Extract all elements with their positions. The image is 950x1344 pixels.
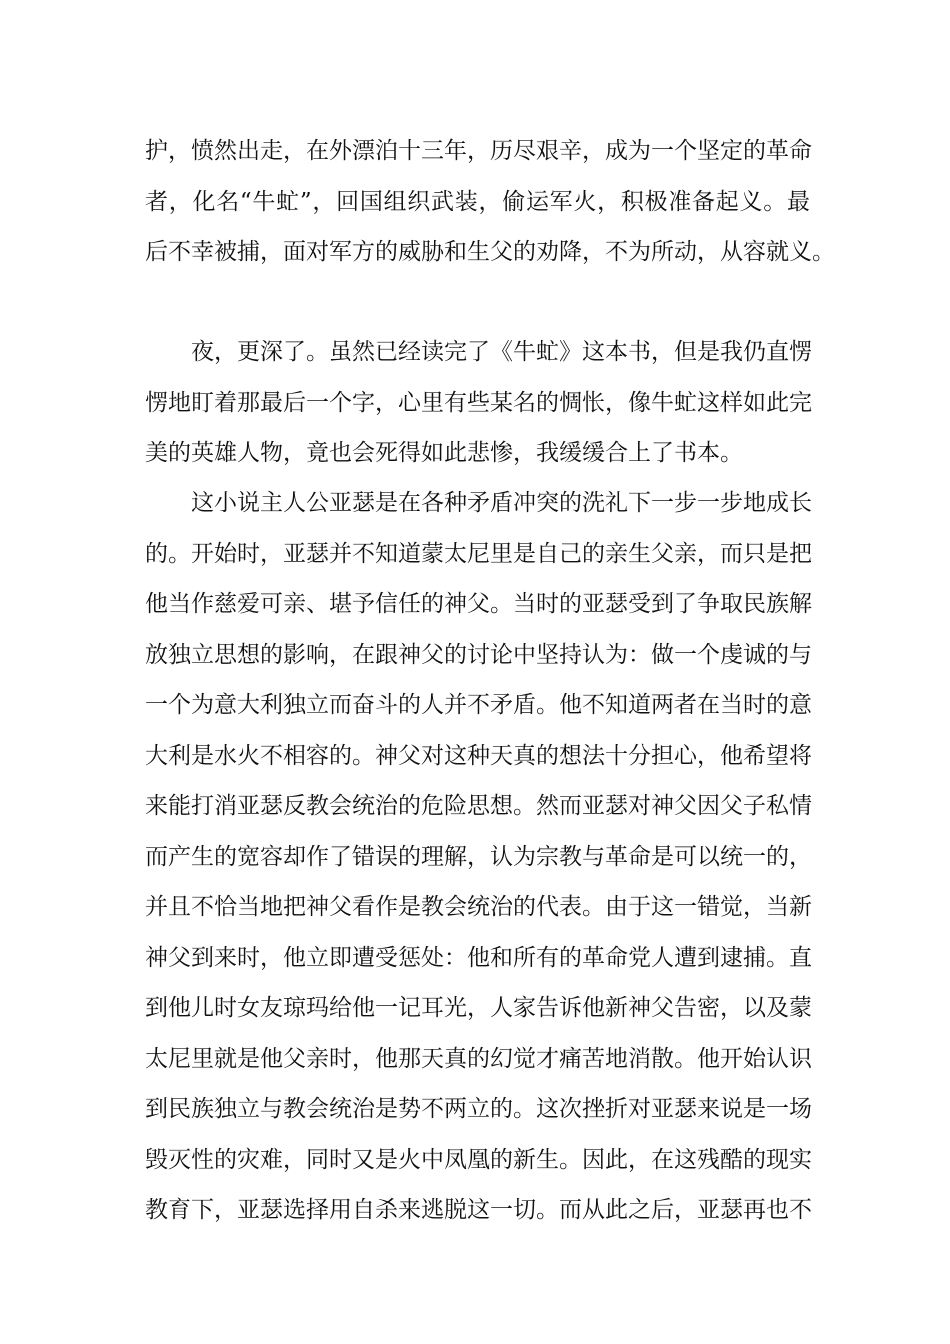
text-line: 护，愤然出走，在外漂泊十三年，历尽艰辛，成为一个坚定的革命 [145, 138, 812, 164]
text-line: 太尼里就是他父亲时，他那天真的幻觉才痛苦地消散。他开始认识 [145, 1045, 812, 1072]
text-line: 这小说主人公亚瑟是在各种矛盾冲突的洗礼下一步一步地成长 [145, 490, 812, 516]
paragraph-1 [145, 126, 835, 278]
text-line: 教育下，亚瑟选择用自杀来逃脱这一切。而从此之后，亚瑟再也不 [145, 1197, 812, 1223]
text-line: 并且不恰当地把神父看作是教会统治的代表。由于这一错觉，当新 [145, 894, 812, 920]
text-line: 大利是水火不相容的。神父对这种天真的想法十分担心，他希望将 [145, 742, 812, 769]
text-line: 愣地盯着那最后一个字，心里有些某名的惆怅，像牛虻这样如此完 [145, 389, 812, 416]
text-line: 夜，更深了。虽然已经读完了《牛虻》这本书，但是我仍直愣 [145, 339, 812, 365]
text-line: 到民族独立与教会统治是势不两立的。这次挫折对亚瑟来说是一场 [145, 1096, 812, 1122]
text-line: 而产生的宽容却作了错误的理解，认为宗教与革命是可以统一的， [145, 843, 812, 870]
text-line: 毁灭性的灾难，同时又是火中凤凰的新生。因此，在这残酷的现实 [145, 1146, 812, 1173]
text-line: 者，化名“牛虻”，回国组织武装，偷运军火，积极准备起义。最 [145, 188, 810, 215]
text-line: 神父到来时，他立即遭受惩处：他和所有的革命党人遭到逮捕。直 [145, 944, 812, 971]
text-line: 放独立思想的影响，在跟神父的讨论中坚持认为：做一个虔诚的与 [145, 641, 812, 668]
text-line: 的。开始时，亚瑟并不知道蒙太尼里是自己的亲生父亲，而只是把 [145, 540, 812, 567]
paragraph-3 [145, 478, 810, 1236]
text-line: 到他儿时女友琼玛给他一记耳光，人家告诉他新神父告密，以及蒙 [145, 995, 812, 1021]
text-line: 美的英雄人物，竟也会死得如此悲惨，我缓缓合上了书本。 [145, 440, 743, 466]
text-line: 他当作慈爱可亲、堪予信任的神父。当时的亚瑟受到了争取民族解 [145, 591, 812, 617]
paragraph-2 [145, 327, 810, 479]
text-line: 一个为意大利独立而奋斗的人并不矛盾。他不知道两者在当时的意 [145, 692, 812, 718]
text-line: 后不幸被捕，面对军方的威胁和生父的劝降，不为所动，从容就义。 [145, 239, 835, 265]
text-line: 来能打消亚瑟反教会统治的危险思想。然而亚瑟对神父因父子私情 [145, 793, 812, 819]
